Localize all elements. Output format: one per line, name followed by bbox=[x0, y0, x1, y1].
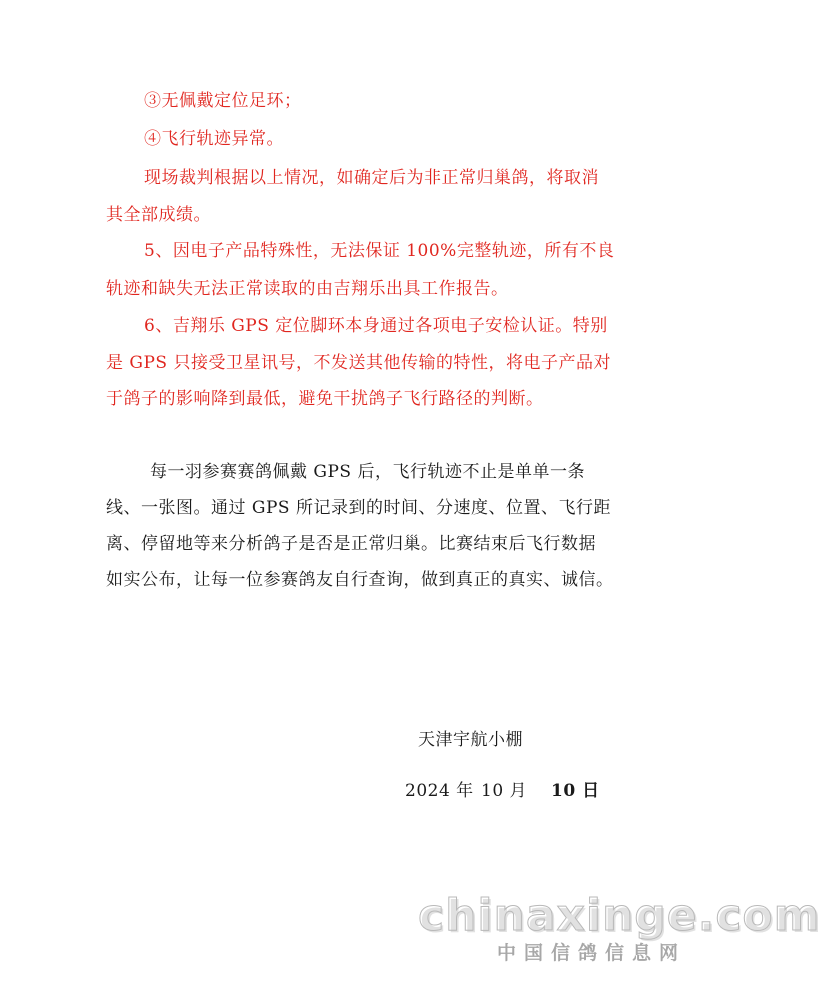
watermark-site-logo: chinaxinge.com bbox=[418, 890, 821, 941]
watermark-site-name: 中国信鸽信息网 bbox=[497, 942, 687, 964]
signature-date-year: 2024 年 bbox=[405, 781, 474, 801]
summary-paragraph-line4: 如实公布，让每一位参赛鸽友自行查询，做到真正的真实、诚信。 bbox=[106, 570, 614, 590]
signature-date-month: 10 月 bbox=[481, 781, 528, 801]
paragraph-judge-line1: 现场裁判根据以上情况，如确定后为非正常归巢鸽，将取消 bbox=[144, 168, 599, 188]
paragraph-5-line1: 5、因电子产品特殊性，无法保证 100%完整轨迹，所有不良 bbox=[144, 241, 615, 261]
list-item-3: ③无佩戴定位足环； bbox=[144, 91, 302, 111]
paragraph-judge-line2: 其全部成绩。 bbox=[106, 205, 211, 225]
signature-date-day: 10 日 bbox=[551, 781, 600, 801]
summary-paragraph-line3: 离、停留地等来分析鸽子是否是正常归巢。比赛结束后飞行数据 bbox=[106, 534, 596, 554]
summary-paragraph-line1: 每一羽参赛赛鸽佩戴 GPS 后，飞行轨迹不止是单单一条 bbox=[150, 462, 585, 482]
summary-paragraph-line2: 线、一张图。通过 GPS 所记录到的时间、分速度、位置、飞行距 bbox=[106, 498, 611, 518]
signature-org: 天津宇航小棚 bbox=[418, 730, 523, 750]
paragraph-5-line2: 轨迹和缺失无法正常读取的由吉翔乐出具工作报告。 bbox=[106, 279, 509, 299]
list-item-4: ④飞行轨迹异常。 bbox=[144, 129, 284, 149]
paragraph-6-line3: 于鸽子的影响降到最低，避免干扰鸽子飞行路径的判断。 bbox=[106, 389, 544, 409]
paragraph-6-line1: 6、吉翔乐 GPS 定位脚环本身通过各项电子安检认证。特别 bbox=[144, 316, 608, 336]
paragraph-6-line2: 是 GPS 只接受卫星讯号，不发送其他传输的特性，将电子产品对 bbox=[106, 353, 611, 373]
